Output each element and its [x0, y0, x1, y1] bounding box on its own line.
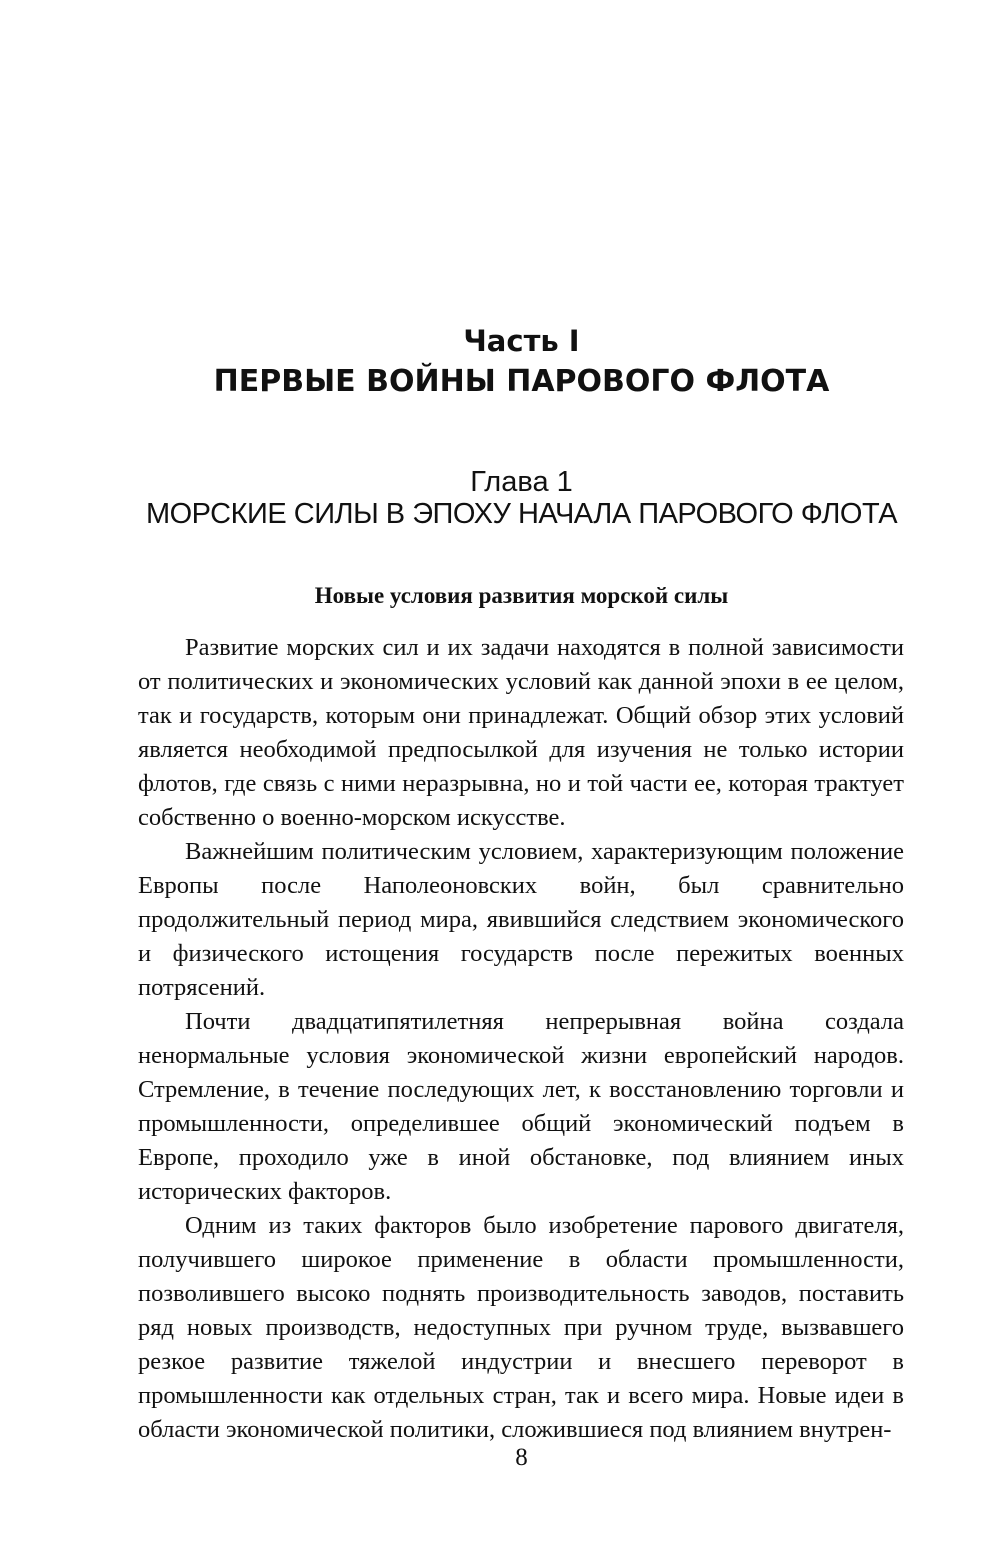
part-title: ПЕРВЫЕ ВОЙНЫ ПАРОВОГО ФЛОТА [213, 364, 830, 399]
section-title: Новые условия развития морской силы [314, 583, 729, 608]
paragraph: Одним из таких факторов было изобретение парового двигателя, получившего широкое применение в области промышленности, позволившего высоко поднять производительность заводов, поставить ряд новых производств, недоступных при ручном труде, вызвавшего резкое развитие тяжелой индустрии и внесшего переворот в промышленности как отдельных стран, так и всего мира. Новые идеи в области экономической политики, сложившиеся под влиянием внутрен- [138, 1212, 904, 1443]
page-number: 8 [515, 1444, 528, 1471]
body-text [138, 631, 904, 1447]
paragraph: Развитие морских сил и их задачи находятся в полной зависимости от политических и экономических условий как данной эпохи в ее целом, так и государств, которым они принадлежат. Общий обзор этих условий является необходимой предпосылкой для изучения не только истории флотов, где связь с ними неразрывна, но и той части ее, которая трактует собственно о военно-морском искусстве. [138, 634, 904, 831]
part-label: Часть I [463, 324, 580, 358]
chapter-title: МОРСКИЕ СИЛЫ В ЭПОХУ НАЧАЛА ПАРОВОГО ФЛОТА [145, 498, 898, 530]
chapter-label: Глава 1 [470, 466, 573, 498]
paragraph: Почти двадцатипятилетняя непрерывная война создала ненормальные условия экономической жизни европейский народов. Стремление, в течение последующих лет, к восстановлению торговли и промышленности, определившее общий экономический подъем в Европе, проходило уже в иной обстановке, под влиянием иных исторических факторов. [138, 1008, 904, 1205]
paragraph: Важнейшим политическим условием, характеризующим положение Европы после Наполеоновских войн, был сравнительно продолжительный период мира, явившийся следствием экономического и физического истощения государств после пережитых военных потрясений. [138, 838, 904, 1001]
